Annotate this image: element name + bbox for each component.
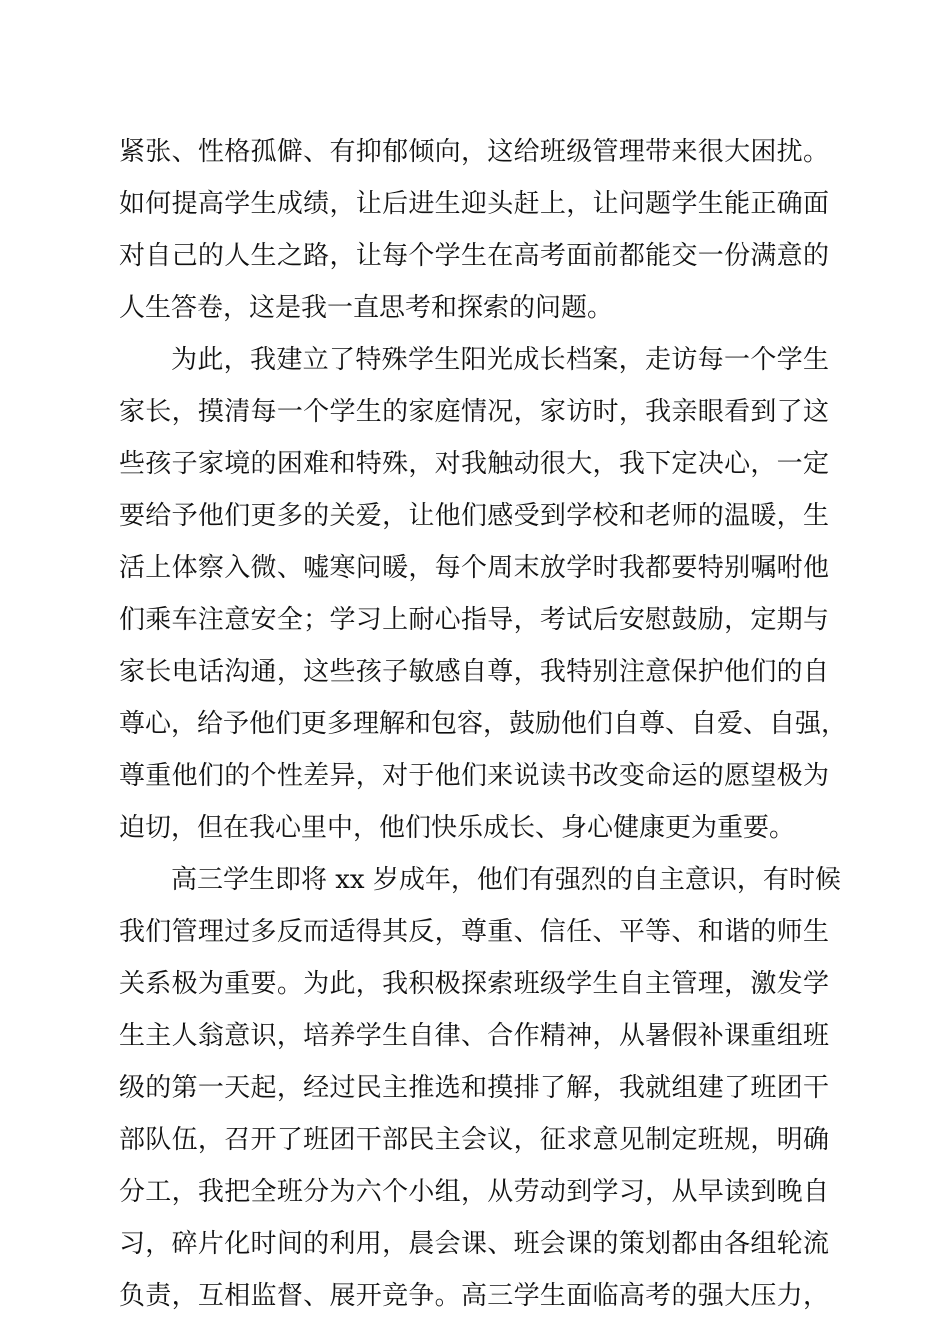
text-line: 分工，我把全班分为六个小组，从劳动到学习，从早读到晚自 [119, 1177, 829, 1207]
text-line: 尊重他们的个性差异，对于他们来说读书改变命运的愿望极为 [119, 761, 829, 791]
text-line: 如何提高学生成绩，让后进生迎头赶上，让问题学生能正确面 [119, 189, 829, 219]
text-line: 家长电话沟通，这些孩子敏感自尊，我特别注意保护他们的自 [119, 657, 829, 687]
text-line: 些孩子家境的困难和特殊，对我触动很大，我下定决心，一定 [119, 449, 829, 479]
text-line: 习，碎片化时间的利用，晨会课、班会课的策划都由各组轮流 [119, 1229, 829, 1259]
text-line: 对自己的人生之路，让每个学生在高考面前都能交一份满意的 [119, 241, 829, 271]
text-line: 部队伍，召开了班团干部民主会议，征求意见制定班规，明确 [119, 1125, 829, 1155]
text-line: 负责，互相监督、展开竞争。高三学生面临高考的强大压力， [119, 1281, 829, 1311]
text-line: 生主人翁意识，培养学生自律、合作精神，从暑假补课重组班 [119, 1021, 829, 1051]
text-line: 尊心，给予他们更多理解和包容，鼓励他们自尊、自爱、自强， [119, 709, 848, 739]
text-line: 我们管理过多反而适得其反，尊重、信任、平等、和谐的师生 [119, 917, 829, 947]
paragraph-start-line: 高三学生即将 xx 岁成年，他们有强烈的自主意识，有时候 [171, 865, 841, 895]
text-line: 人生答卷，这是我一直思考和探索的问题。 [119, 293, 614, 323]
text-line: 级的第一天起，经过民主推选和摸排了解，我就组建了班团干 [119, 1073, 829, 1103]
body-text [119, 126, 848, 1322]
text-line: 要给予他们更多的关爱，让他们感受到学校和老师的温暖，生 [119, 501, 829, 531]
text-line: 关系极为重要。为此，我积极探索班级学生自主管理，激发学 [119, 969, 829, 999]
paragraph-start-line: 为此，我建立了特殊学生阳光成长档案，走访每一个学生 [171, 345, 829, 375]
text-line: 紧张、性格孤僻、有抑郁倾向，这给班级管理带来很大困扰。 [119, 137, 829, 167]
text-line: 活上体察入微、嘘寒问暖，每个周末放学时我都要特别嘱咐他 [119, 553, 829, 583]
text-line: 迫切，但在我心里中，他们快乐成长、身心健康更为重要。 [119, 813, 796, 843]
text-line: 们乘车注意安全；学习上耐心指导，考试后安慰鼓励，定期与 [119, 605, 829, 635]
text-line: 家长，摸清每一个学生的家庭情况，家访时，我亲眼看到了这 [119, 397, 829, 427]
